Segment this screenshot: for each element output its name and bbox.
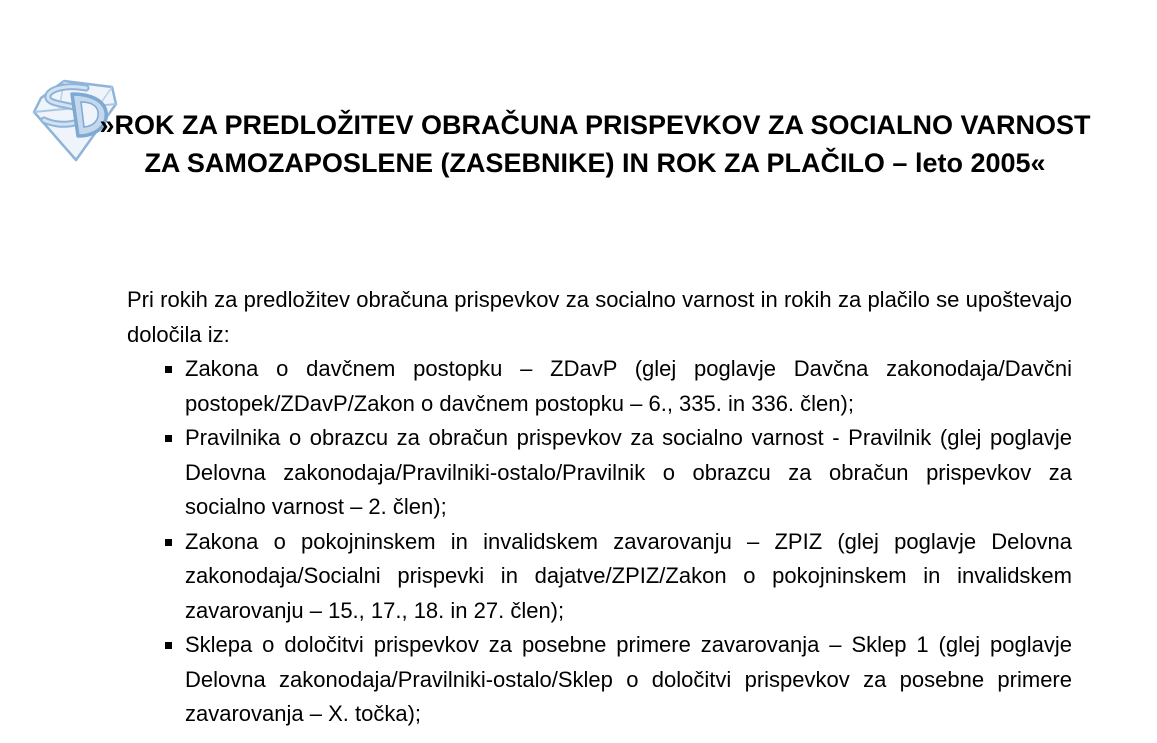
intro-paragraph: Pri rokih za predložitev obračuna prispevkov za socialno varnost in rokih za plačilo se upoštevajo določila iz:: [127, 287, 1072, 347]
square-bullet-icon: [165, 642, 172, 649]
square-bullet-icon: [165, 366, 172, 373]
square-bullet-icon: [165, 435, 172, 442]
list-item: [127, 352, 1072, 421]
list-item-text: Zakona o pokojninskem in invalidskem zavarovanju – ZPIZ (glej poglavje Delovna zakonodaja/Socialni prispevki in dajatve/ZPIZ/Zakon o pokojninskem in invalidskem zavarovanju – 15., 17., 18. in 27. člen);: [185, 528, 1072, 623]
reference-list: [127, 352, 1072, 732]
list-item: [127, 525, 1072, 629]
page-title: »ROK ZA PREDLOŽITEV OBRAČUNA PRISPEVKOV ZA SOCIALNO VARNOST ZA SAMOZAPOSLENE (ZASEBNIKE) IN ROK ZA PLAČILO – leto 2005«: [99, 110, 1091, 178]
list-item-text: Zakona o davčnem postopku – ZDavP (glej poglavje Davčna zakonodaja/Davčni postopek/ZDavP/Zakon o davčnem postopku – 6., 335. in 336. člen);: [185, 356, 1072, 416]
document-body: [127, 283, 1072, 732]
list-item: [127, 628, 1072, 732]
list-item: [127, 421, 1072, 525]
list-item-text: Pravilnika o obrazcu za obračun prispevkov za socialno varnost - Pravilnik (glej poglavje Delovna zakonodaja/Pravilniki-ostalo/Pravilnik o obrazcu za obračun prispevkov za socialno varnost – 2. člen);: [185, 425, 1072, 519]
square-bullet-icon: [165, 539, 172, 546]
list-item-text: Sklepa o določitvi prispevkov za posebne primere zavarovanja – Sklep 1 (glej poglavje Delovna zakonodaja/Pravilniki-ostalo/Sklep o določitvi prispevkov za posebne primere zavarovanja – X. točka);: [185, 632, 1072, 726]
